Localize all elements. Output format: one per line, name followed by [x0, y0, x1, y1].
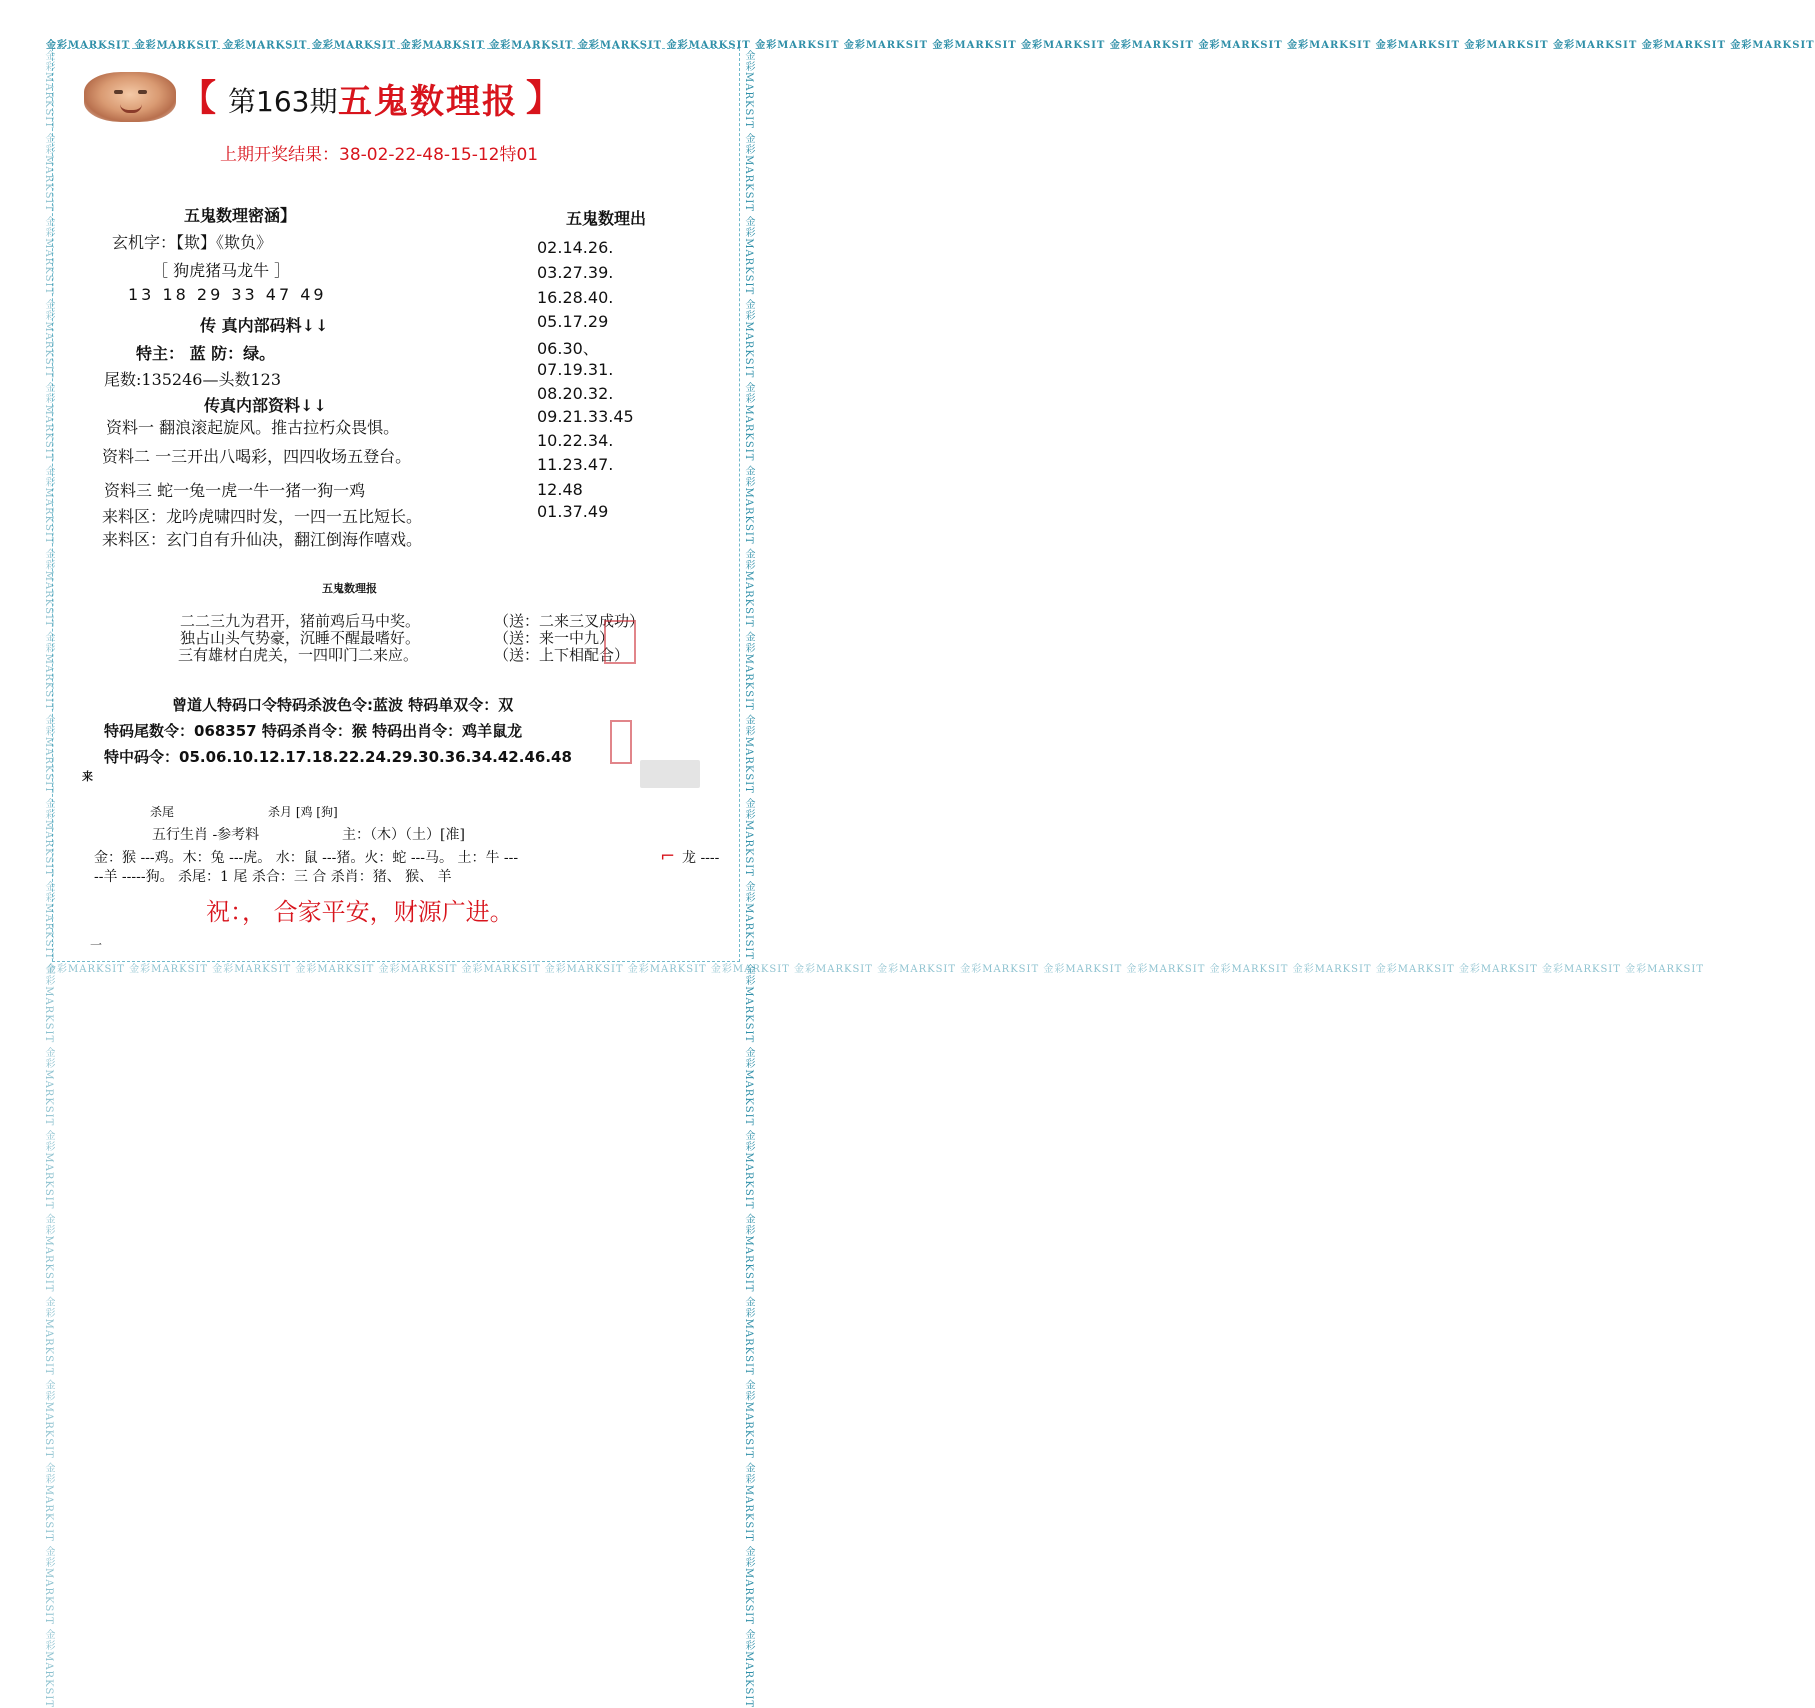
right-row: 01.37.49 [537, 502, 609, 521]
code-line-1: 曾道人特码口令特码杀波色令:蓝波 特码单双令：双 [172, 696, 514, 714]
wuxing-line-2: --羊 -----狗。 杀尾：1 尾 杀合：三 合 杀肖：猪、 猴、 羊 [94, 869, 452, 885]
right-row: 11.23.47. [537, 455, 614, 474]
right-row: 03.27.39. [537, 263, 614, 282]
poem-note-2: （送：来一中九） [494, 629, 615, 647]
grey-smudge [640, 760, 700, 788]
poem-note-3: （送：上下相配合） [494, 646, 630, 664]
right-row: 16.28.40. [537, 288, 614, 307]
right-row: 09.21.33.45 [537, 407, 634, 426]
poem-title: 五鬼数理报 [322, 582, 377, 595]
code-line-3: 特中码令：05.06.10.12.17.18.22.24.29.30.36.34.42.46.48 [104, 748, 572, 766]
wuxing-title: 五行生肖 -参考料 [152, 827, 260, 843]
code-line-2: 特码尾数令：068357 特码杀肖令：猴 特码出肖令：鸡羊鼠龙 [104, 722, 523, 740]
ziliao-3: 资料三 蛇一兔一虎一牛一猪一狗一鸡 [104, 481, 366, 500]
frame-top-watermark: 金彩MARKSIT 金彩MARKSIT 金彩MARKSIT 金彩MARKSIT 金彩MARKSIT 金彩MARKSIT 金彩MARKSIT 金彩MARKSIT 金彩MARKSIT 金彩MARKSIT 金彩MARKSIT 金彩MARKSIT 金彩MARKSIT 金彩MARKSIT 金彩MARKSIT 金彩MARKSIT 金彩MARKSIT 金彩MARKSIT 金彩MARKSIT 金彩MARKSIT [46, 40, 1815, 51]
zhu-line: 主：（木）（土）[准] [342, 827, 465, 843]
last-result: 上期开奖结果：38-02-22-48-15-12特01 [220, 145, 539, 165]
lai-mark: 来 [82, 770, 93, 783]
fax-line-1: 传 真内部码料↓↓ [200, 316, 329, 335]
ziliao-1: 资料一 翻浪滚起旋风。推古拉朽众畏惧。 [106, 418, 400, 437]
poem-line-2: 独占山头气势豪，沉睡不醒最嗜好。 [180, 629, 421, 647]
numbers-line: 13 18 29 33 47 49 [128, 285, 327, 304]
frame-left-watermark: 金彩MARKSIT 金彩MARKSIT 金彩MARKSIT 金彩MARKSIT 金彩MARKSIT 金彩MARKSIT 金彩MARKSIT 金彩MARKSIT 金彩MARKSIT 金彩MARKSIT 金彩MARKSIT 金彩MARKSIT 金彩MARKSIT 金彩MARKSIT 金彩MARKSIT 金彩MARKSIT 金彩MARKSIT 金彩MARKSIT 金彩MARKSIT 金彩MARKSIT [43, 50, 54, 1708]
frame-bottom-watermark: 金彩MARKSIT 金彩MARKSIT 金彩MARKSIT 金彩MARKSIT 金彩MARKSIT 金彩MARKSIT 金彩MARKSIT 金彩MARKSIT 金彩MARKSIT 金彩MARKSIT 金彩MARKSIT 金彩MARKSIT 金彩MARKSIT 金彩MARKSIT 金彩MARKSIT 金彩MARKSIT 金彩MARKSIT 金彩MARKSIT 金彩MARKSIT 金彩MARKSIT [46, 964, 1705, 975]
sha-yue: 杀月 [鸡 [狗] [268, 805, 338, 819]
tezhu-line: 特主： 蓝 防：绿。 [136, 344, 276, 363]
right-row: 08.20.32. [537, 384, 614, 403]
poem-line-1: 二二三九为君开，猪前鸡后马中奖。 [180, 612, 421, 630]
issue-number: 第163期 [228, 85, 338, 118]
weishu-line: 尾数:135246—头数123 [104, 370, 282, 389]
right-row: 12.48 [537, 480, 583, 499]
bottom-left-mark: 一 [90, 938, 103, 952]
wuxing-line-1-tail: 龙 ---- [682, 850, 720, 866]
right-column-title: 五鬼数理出 [566, 209, 647, 228]
right-row: 05.17.29 [537, 312, 609, 331]
wuxing-line-1: 金：猴 ---鸡。木：兔 ---虎。 水：鼠 ---猪。火：蛇 ---马。 土：牛 --- [94, 850, 519, 866]
poem-line-3: 三有雄材白虎关，一四叩门二来应。 [178, 646, 419, 664]
page-title: 五鬼数理报 [338, 82, 518, 122]
ziliao-2: 资料二 一三开出八喝彩，四四收场五登台。 [102, 447, 412, 466]
title-bracket-close: 】 [526, 77, 563, 119]
red-corner-mark: ⌐ [660, 846, 676, 867]
title-bracket-open: 【 [180, 77, 217, 119]
frame-right-watermark: 金彩MARKSIT 金彩MARKSIT 金彩MARKSIT 金彩MARKSIT 金彩MARKSIT 金彩MARKSIT 金彩MARKSIT 金彩MARKSIT 金彩MARKSIT 金彩MARKSIT 金彩MARKSIT 金彩MARKSIT 金彩MARKSIT 金彩MARKSIT 金彩MARKSIT 金彩MARKSIT 金彩MARKSIT 金彩MARKSIT 金彩MARKSIT 金彩MARKSIT [743, 50, 754, 1708]
poem-note-1: （送：二来三叉成功） [494, 612, 645, 630]
right-row: 10.22.34. [537, 431, 614, 450]
sha-wei: 杀尾 [150, 805, 175, 819]
right-row: 02.14.26. [537, 238, 614, 257]
side-stamp [610, 720, 632, 764]
blessing: 祝：， 合家平安，财源广进。 [206, 898, 514, 926]
fax-line-2: 传真内部资料↓↓ [204, 396, 327, 415]
red-stamp [604, 620, 636, 664]
avatar [84, 72, 176, 122]
lailiao-2: 来料区：玄门自有升仙决，翻江倒海作嘻戏。 [102, 530, 423, 549]
xuanji-line: 玄机字：【欺】《欺负》 [112, 233, 273, 252]
right-row: 06.30、 [537, 339, 599, 358]
zodiac-line: ［ 狗虎猪马龙牛 ］ [152, 261, 291, 280]
right-row: 07.19.31. [537, 360, 614, 379]
section-title: 五鬼数理密涵】 [184, 206, 297, 225]
lailiao-1: 来料区：龙吟虎啸四时发，一四一五比短长。 [102, 507, 423, 526]
